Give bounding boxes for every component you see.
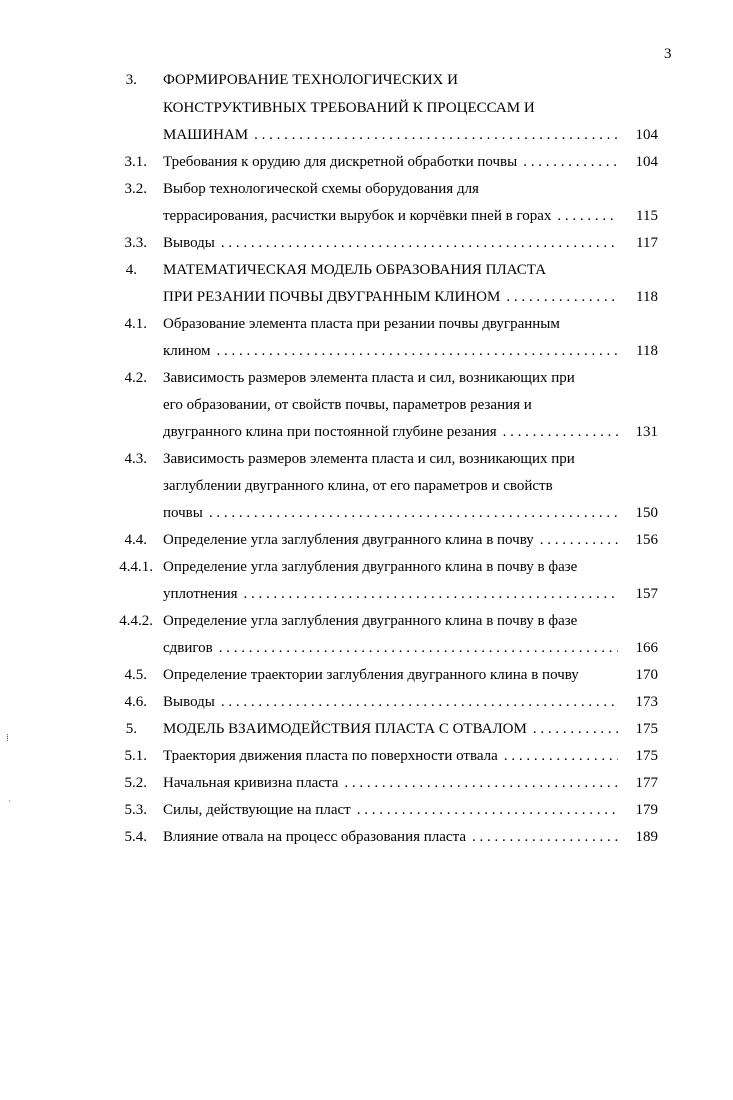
toc-entry <box>0 772 733 794</box>
toc-entry-number: 5.4. <box>124 829 147 845</box>
dot-leader <box>506 286 618 308</box>
toc-entry-title: Выводы <box>163 691 221 713</box>
dot-leader <box>209 502 618 524</box>
toc-entry-title: КОНСТРУКТИВНЫХ ТРЕБОВАНИЙ К ПРОЦЕССАМ И <box>163 100 535 116</box>
toc-entry-page: 166 <box>635 640 658 656</box>
toc-entry-page: 104 <box>635 154 658 170</box>
toc-entry-title: уплотнения <box>163 583 244 605</box>
toc-entry <box>0 313 733 335</box>
dot-leader <box>221 691 618 713</box>
toc-entry-title: ФОРМИРОВАНИЕ ТЕХНОЛОГИЧЕСКИХ И <box>163 72 458 88</box>
toc-entry-title: Определение угла заглубления двугранного клина в почву в фазе <box>163 559 578 575</box>
toc-entry <box>0 664 733 686</box>
dot-leader <box>472 826 618 848</box>
toc-entry-number: 4.4.2. <box>119 613 153 629</box>
dot-leader <box>503 421 618 443</box>
toc-entry <box>0 556 733 578</box>
toc-entry-title: Образование элемента пласта при резании почвы двугранным <box>163 316 560 332</box>
toc-entry-title: Силы, действующие на пласт <box>163 799 357 821</box>
toc-entry-number: 5.2. <box>124 775 147 791</box>
toc-entry-number: 3.3. <box>124 235 147 251</box>
toc-entry-page: 118 <box>636 343 658 359</box>
toc-entry-page: 156 <box>635 532 658 548</box>
toc-entry-number: 4.1. <box>124 316 147 332</box>
toc-entry-title: террасирования, расчистки вырубок и корчёвки пней в горах <box>163 205 557 227</box>
toc-entry-title: Траектория движения пласта по поверхности отвала <box>163 745 504 767</box>
toc-entry-title: МАТЕМАТИЧЕСКАЯ МОДЕЛЬ ОБРАЗОВАНИЯ ПЛАСТА <box>163 262 547 278</box>
toc-entry-title: МОДЕЛЬ ВЗАИМОДЕЙСТВИЯ ПЛАСТА С ОТВАЛОМ <box>163 718 533 740</box>
dot-leader <box>357 799 618 821</box>
toc-entry <box>0 367 733 389</box>
toc-entry-number: 3.1. <box>124 154 147 170</box>
toc-entry-page: 118 <box>636 289 658 305</box>
toc-entry-page: 179 <box>635 802 658 818</box>
toc-entry-title: Выводы <box>163 232 221 254</box>
dot-leader <box>523 151 618 173</box>
toc-entry-page: 117 <box>636 235 658 251</box>
toc-entry-number: 5.3. <box>124 802 147 818</box>
toc-entry-number: 4.6. <box>124 694 147 710</box>
toc-entry-title: Начальная кривизна пласта <box>163 772 344 794</box>
toc-entry <box>0 718 733 740</box>
toc-entry <box>0 745 733 767</box>
toc-entry <box>0 232 733 254</box>
toc-entry-title: Влияние отвала на процесс образования пласта <box>163 826 472 848</box>
toc-entry-page: 173 <box>635 694 658 710</box>
toc-entry-title: МАШИНАМ <box>163 124 254 146</box>
toc-entry <box>0 826 733 848</box>
toc-entry-number: 4.2. <box>124 370 147 386</box>
toc-entry-title: заглублении двугранного клина, от его параметров и свойств <box>163 478 553 494</box>
page-number: 3 <box>664 46 672 62</box>
toc-entry-title: его образовании, от свойств почвы, параметров резания и <box>163 397 532 413</box>
dot-leader <box>344 772 618 794</box>
toc-entry-title: Зависимость размеров элемента пласта и сил, возникающих при <box>163 451 575 467</box>
toc-entry-title: Определение угла заглубления двугранного клина в почву в фазе <box>163 613 578 629</box>
dot-leader <box>540 529 618 551</box>
dot-leader <box>217 340 618 362</box>
toc-entry <box>0 259 733 281</box>
toc-entry-page: 177 <box>635 775 658 791</box>
toc-entry-page: 115 <box>636 208 658 224</box>
toc-entry <box>0 799 733 821</box>
toc-entry-title: Требования к орудию для дискретной обработки почвы <box>163 151 523 173</box>
toc-entry <box>0 151 733 173</box>
toc-entry-page: 170 <box>635 667 658 683</box>
toc-entry-page: 150 <box>635 505 658 521</box>
toc-entry <box>0 448 733 470</box>
toc-entry-number: 5.1. <box>124 748 147 764</box>
toc-entry-number: 4.4. <box>124 532 147 548</box>
toc-entry-title: двугранного клина при постоянной глубине резания <box>163 421 503 443</box>
dot-leader <box>557 205 618 227</box>
toc-entry-number: 4. <box>125 262 137 278</box>
toc-entry-number: 5. <box>125 721 137 737</box>
toc-entry-page: 131 <box>635 424 658 440</box>
dot-leader <box>221 232 618 254</box>
toc-entry-page: 157 <box>635 586 658 602</box>
toc-entry-number: 3. <box>125 72 137 88</box>
dot-leader <box>244 583 618 605</box>
toc-entry-title: Выбор технологической схемы оборудования для <box>163 181 479 197</box>
dot-leader <box>504 745 618 767</box>
toc-entry-title: Определение угла заглубления двугранного клина в почву <box>163 529 540 551</box>
scan-artifact: ⁞ <box>6 733 9 744</box>
toc-entry <box>0 610 733 632</box>
toc-entry-page: 175 <box>635 721 658 737</box>
toc-entry-title: почвы <box>163 502 209 524</box>
toc-entry-page: 104 <box>635 127 658 143</box>
toc-entry <box>0 178 733 200</box>
toc-entry <box>0 529 733 551</box>
toc-entry-title: Зависимость размеров элемента пласта и сил, возникающих при <box>163 370 575 386</box>
toc-entry-number: 4.4.1. <box>119 559 153 575</box>
toc-entry <box>0 69 733 91</box>
scan-artifact: ` <box>8 800 12 811</box>
toc-entry-page: 175 <box>635 748 658 764</box>
toc-entry-number: 3.2. <box>124 181 147 197</box>
toc-entry-page: 189 <box>635 829 658 845</box>
toc-entry-title: ПРИ РЕЗАНИИ ПОЧВЫ ДВУГРАННЫМ КЛИНОМ <box>163 286 506 308</box>
toc-entry <box>0 691 733 713</box>
toc-entry-number: 4.3. <box>124 451 147 467</box>
toc-entry-title: сдвигов <box>163 637 219 659</box>
toc-entry-number: 4.5. <box>124 667 147 683</box>
dot-leader <box>533 718 618 740</box>
toc-entry-title: Определение траектории заглубления двугранного клина в почву <box>163 667 579 683</box>
dot-leader <box>254 124 618 146</box>
toc-entry-title: клином <box>163 340 217 362</box>
dot-leader <box>219 637 618 659</box>
